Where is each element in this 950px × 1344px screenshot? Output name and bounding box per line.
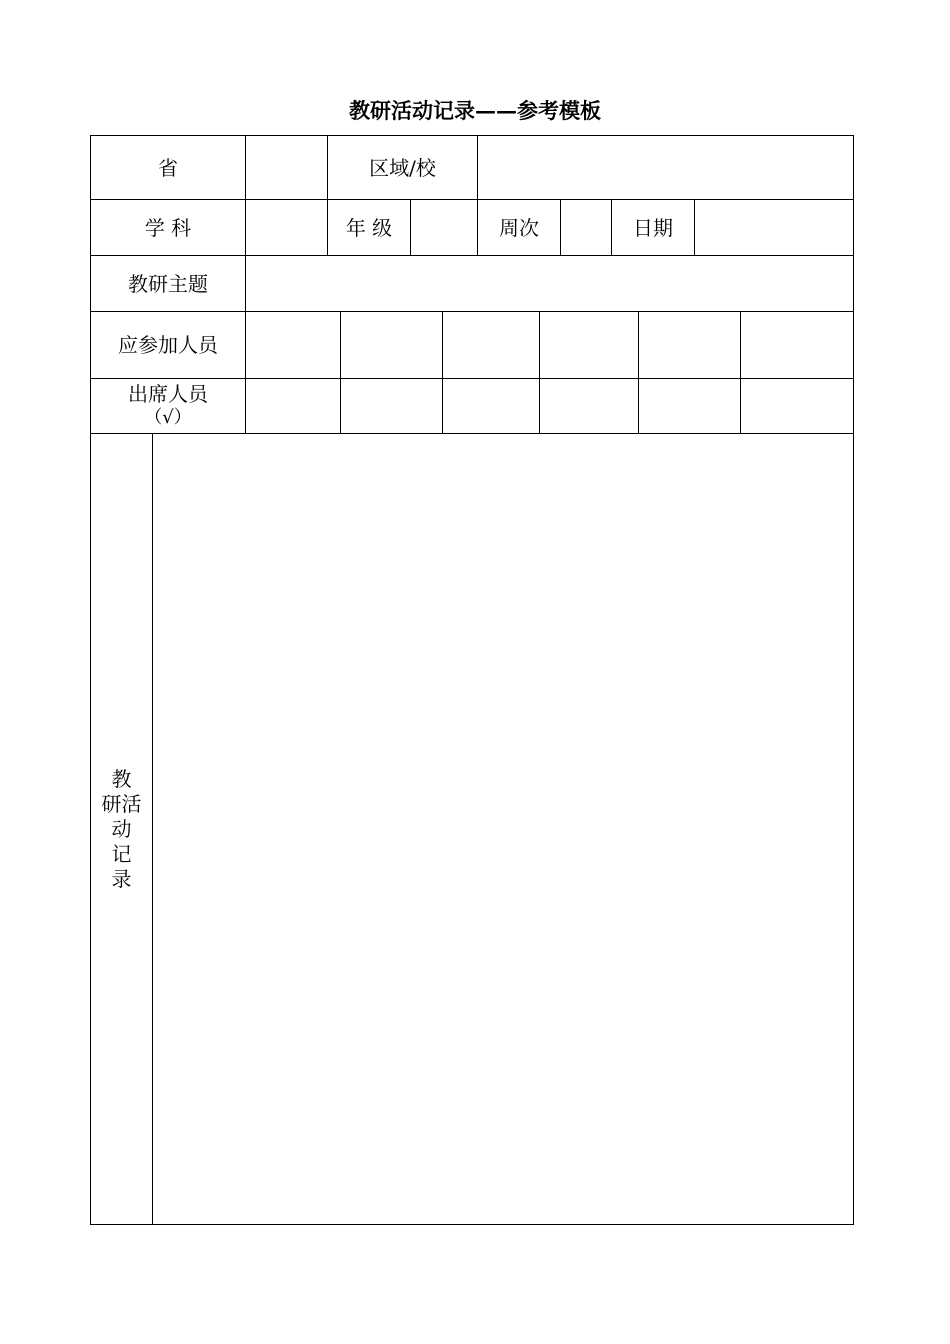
topic-field[interactable] xyxy=(246,256,853,312)
date-label: 日期 xyxy=(612,200,695,256)
province-field[interactable] xyxy=(246,136,328,200)
attendance-check-field[interactable] xyxy=(341,379,443,434)
record-label-line: 动 xyxy=(111,816,132,841)
attendance-label-line2: （√） xyxy=(144,407,192,428)
week-label: 周次 xyxy=(478,200,561,256)
topic-label: 教研主题 xyxy=(91,256,246,312)
expected-attendee-field[interactable] xyxy=(341,312,443,379)
grade-label: 年 级 xyxy=(328,200,411,256)
record-label-line: 记 xyxy=(111,841,132,866)
activity-record-content[interactable] xyxy=(153,434,853,1224)
date-field[interactable] xyxy=(695,200,853,256)
week-field[interactable] xyxy=(561,200,612,256)
subject-label: 学 科 xyxy=(91,200,246,256)
province-label: 省 xyxy=(91,136,246,200)
document-title: 教研活动记录——参考模板 xyxy=(349,98,601,123)
record-label-line: 录 xyxy=(111,866,132,891)
record-label-line: 教 xyxy=(111,766,132,791)
record-label-line: 研活 xyxy=(101,791,142,816)
expected-attendee-field[interactable] xyxy=(540,312,639,379)
activity-record-label xyxy=(91,434,153,1224)
attendance-check-field[interactable] xyxy=(639,379,741,434)
attendance-label-line1: 出席人员 xyxy=(128,382,208,406)
expected-attendee-field[interactable] xyxy=(443,312,540,379)
expected-attendee-field[interactable] xyxy=(741,312,853,379)
record-form-table xyxy=(90,135,854,1225)
expected-attendee-field[interactable] xyxy=(246,312,341,379)
attendance-check-field[interactable] xyxy=(741,379,853,434)
expected-attendee-field[interactable] xyxy=(639,312,741,379)
area-school-field[interactable] xyxy=(478,136,853,200)
grade-field[interactable] xyxy=(411,200,478,256)
area-school-label: 区域/校 xyxy=(328,136,478,200)
subject-field[interactable] xyxy=(246,200,328,256)
attendance-check-field[interactable] xyxy=(540,379,639,434)
attendance-check-field[interactable] xyxy=(246,379,341,434)
attendance-label xyxy=(91,379,246,434)
attendance-check-field[interactable] xyxy=(443,379,540,434)
expected-attendees-label: 应参加人员 xyxy=(91,312,246,379)
